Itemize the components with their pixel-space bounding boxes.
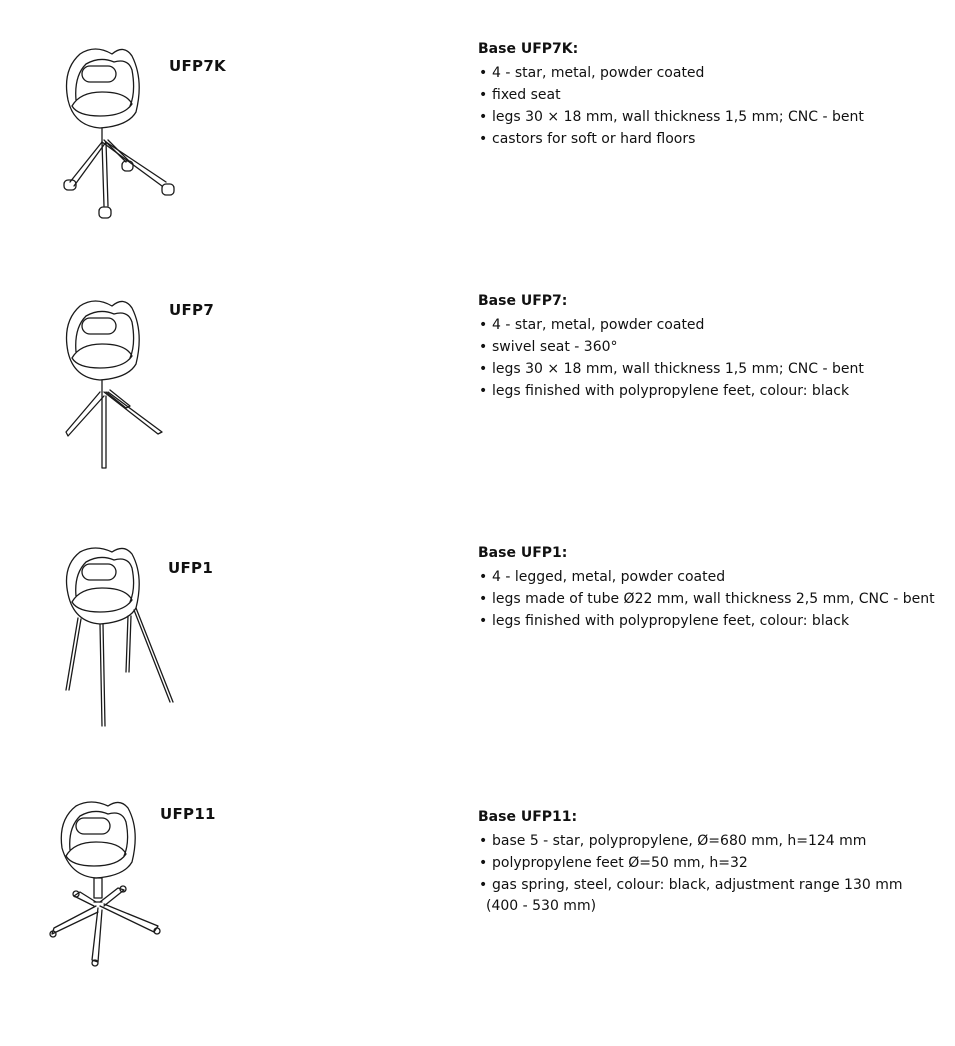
four-star-chair-icon [40, 292, 190, 492]
castor-base-chair-icon [40, 40, 190, 240]
spec-list [478, 62, 948, 150]
spec-list [478, 314, 948, 402]
spec-item: • legs finished with polypropylene feet, colour: black [478, 610, 948, 632]
spec-item: • legs made of tube Ø22 mm, wall thickness 2,5 mm, CNC - bent [478, 588, 948, 610]
spec-block [478, 292, 948, 402]
spec-block [478, 544, 948, 632]
model-code: UFP1 [168, 559, 214, 577]
spec-title: Base UFP11: [478, 809, 578, 825]
spec-item: • fixed seat [478, 84, 948, 106]
spec-item: • swivel seat - 360° [478, 336, 948, 358]
spec-block [478, 808, 948, 916]
spec-title: Base UFP7K: [478, 41, 579, 57]
product-section-ufp1 [0, 544, 955, 794]
spec-item-continuation: (400 - 530 mm) [486, 898, 597, 914]
model-code: UFP11 [160, 805, 216, 823]
spec-item: • polypropylene feet Ø=50 mm, h=32 [478, 852, 948, 874]
spec-list [478, 566, 948, 632]
five-star-gas-chair-icon [40, 798, 190, 998]
product-section-ufp11 [0, 796, 955, 1046]
spec-list [478, 830, 948, 896]
spec-item: • legs 30 × 18 mm, wall thickness 1,5 mm; CNC - bent [478, 358, 948, 380]
model-code: UFP7K [169, 57, 226, 75]
spec-item: • 4 - star, metal, powder coated [478, 314, 948, 336]
spec-item: • 4 - legged, metal, powder coated [478, 566, 948, 588]
spec-item: • 4 - star, metal, powder coated [478, 62, 948, 84]
spec-item: • legs 30 × 18 mm, wall thickness 1,5 mm; CNC - bent [478, 106, 948, 128]
model-code: UFP7 [169, 301, 215, 319]
spec-title: Base UFP1: [478, 545, 568, 561]
spec-block [478, 40, 948, 150]
spec-item: • legs finished with polypropylene feet, colour: black [478, 380, 948, 402]
spec-item: • gas spring, steel, colour: black, adjustment range 130 mm [478, 874, 948, 896]
product-section-ufp7 [0, 292, 955, 542]
spec-item: • base 5 - star, polypropylene, Ø=680 mm, h=124 mm [478, 830, 948, 852]
spec-title: Base UFP7: [478, 293, 568, 309]
spec-item: • castors for soft or hard floors [478, 128, 948, 150]
product-section-ufp7k [0, 40, 955, 290]
